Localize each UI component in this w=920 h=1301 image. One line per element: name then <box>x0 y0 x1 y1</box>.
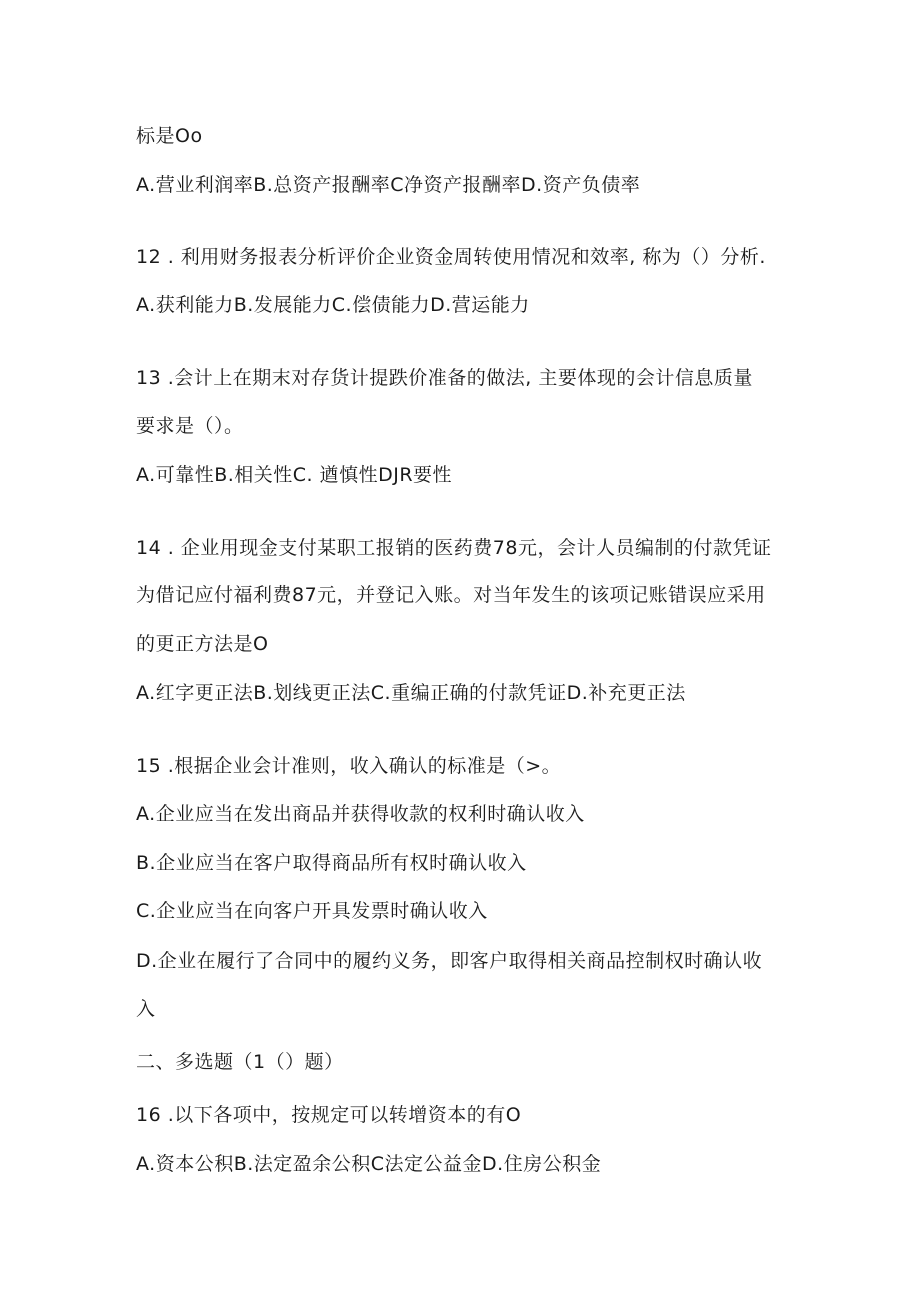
q11-stem-end: 标是Oo <box>136 125 203 147</box>
q15-option-a: A.企业应当在发出商品并获得收款的权利时确认收入 <box>136 803 585 825</box>
q13-stem-line1: 13 .会计上在期末对存货计提跌价准备的做法, 主要体现的会计信息质量 <box>136 367 753 389</box>
q15-option-d-line2: 入 <box>136 998 156 1020</box>
q16-stem: 16 .以下各项中，按规定可以转增资本的有O <box>136 1104 522 1126</box>
q13-stem-line2: 要求是（）。 <box>136 415 244 437</box>
q12-stem: 12 . 利用财务报表分析评价企业资金周转使用情况和效率, 称为（）分析. <box>136 246 766 268</box>
q14-stem-line3: 的更正方法是O <box>136 633 269 655</box>
q15-option-d-line1: D.企业在履行了合同中的履约义务，即客户取得相关商品控制权时确认收 <box>136 950 763 972</box>
q14-stem-line2: 为借记应付福利费87元，并登记入账。对当年发生的该项记账错误应采用 <box>136 584 766 606</box>
q12-options: A.获利能力B.发展能力C.偿债能力D.营运能力 <box>136 294 530 316</box>
q15-stem: 15 .根据企业会计准则，收入确认的标准是（>。 <box>136 755 562 777</box>
q11-options: A.营业利润率B.总资产报酬率C净资产报酬率D.资产负债率 <box>136 174 641 196</box>
q15-option-b: B.企业应当在客户取得商品所有权时确认收入 <box>136 852 527 874</box>
q14-stem-line1: 14 . 企业用现金支付某职工报销的医药费78元，会计人员编制的付款凭证 <box>136 537 772 559</box>
section-heading: 二、多选题（1（）题） <box>136 1051 344 1073</box>
q14-options: A.红字更正法B.划线更正法C.重编正确的付款凭证D.补充更正法 <box>136 682 686 704</box>
q15-option-c: C.企业应当在向客户开具发票时确认收入 <box>136 900 488 922</box>
q13-options: A.可靠性B.相关性C. 遒慎性DJR要性 <box>136 464 453 486</box>
q16-options: A.资本公积B.法定盈余公积C法定公益金D.住房公积金 <box>136 1153 602 1175</box>
